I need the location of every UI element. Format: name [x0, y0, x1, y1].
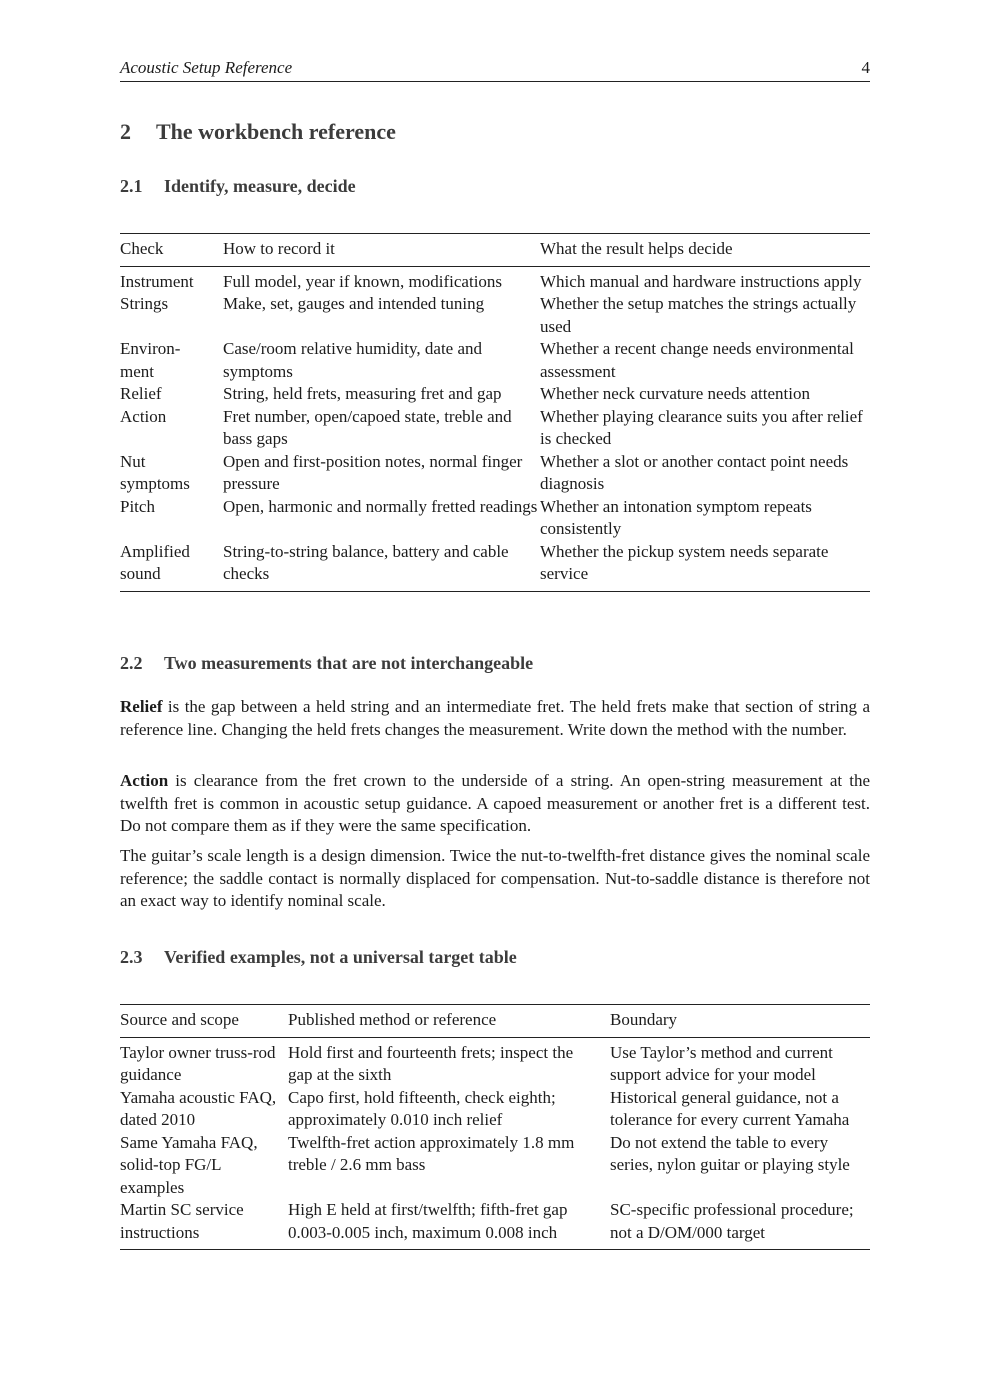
table-header-row [120, 234, 870, 267]
table-cell: SC-specific professional procedure; not a D/OM/000 target [610, 1200, 854, 1242]
subsection-heading-2-1 [120, 176, 356, 197]
table-row [120, 451, 870, 496]
table-cell: Environ- ment [120, 339, 181, 381]
subsection-title: Verified examples, not a universal target table [164, 947, 517, 967]
table-cell: Fret number, open/capoed state, treble and bass gaps [223, 406, 512, 448]
section-title: The workbench reference [156, 119, 396, 144]
table-cell: Make, set, gauges and intended tuning [223, 294, 485, 313]
table-row [120, 1132, 870, 1200]
column-header: Check [120, 234, 223, 267]
paragraph-text: is clearance from the fret crown to the underside of a string. An open-string measurement at the twelfth fret is common in acoustic setup guidance. A capoed measurement or another fret is a different test. Do not compare them as if they were the same specification. [120, 771, 870, 835]
table-cell: Pitch [120, 496, 155, 516]
table-row [120, 541, 870, 592]
table-cell: Strings [120, 294, 169, 313]
table-cell: Twelfth-fret action approximately 1.8 mm treble / 2.6 mm bass [288, 1132, 575, 1174]
table-cell: Taylor owner truss-rod guidance [120, 1042, 276, 1084]
table-cell: High E held at first/twelfth; fifth-fret gap 0.003-0.005 inch, maximum 0.008 inch [288, 1200, 568, 1242]
term-action: Action [120, 771, 169, 790]
paragraph-action [120, 770, 870, 838]
table-row [120, 1087, 870, 1132]
table-cell: String, held frets, measuring fret and gap [223, 384, 502, 403]
running-header [120, 57, 870, 82]
table-cell: Do not extend the table to every series, nylon guitar or playing style [610, 1132, 850, 1174]
column-header: Boundary [610, 1005, 870, 1038]
column-header: Published method or reference [288, 1005, 610, 1038]
table-cell: Historical general guidance, not a tolerance for every current Yamaha [610, 1087, 850, 1129]
paragraph-relief [120, 696, 870, 741]
table-cell: Whether an intonation symptom repeats consistently [540, 496, 812, 538]
table-cell: Open, harmonic and normally fretted readings [223, 496, 538, 516]
table-cell: Same Yamaha FAQ, solid-top FG/L examples [120, 1132, 258, 1197]
table-row [120, 406, 870, 451]
subsection-heading-2-3 [120, 947, 517, 968]
table-cell: Full model, year if known, modifications [223, 271, 503, 291]
table-cell: Martin SC service instructions [120, 1200, 244, 1242]
table-cell: Open and first-position notes, normal finger pressure [223, 451, 523, 493]
table-row [120, 293, 870, 338]
table-cell: Which manual and hardware instructions apply [540, 271, 862, 291]
table-cell: Whether a slot or another contact point needs diagnosis [540, 451, 849, 493]
subsection-number: 2.3 [120, 947, 143, 967]
column-header: Source and scope [120, 1005, 288, 1038]
paragraph-scale-length [120, 845, 870, 913]
table-row [120, 383, 870, 406]
table-row [120, 266, 870, 293]
table-cell: Hold first and fourteenth frets; inspect the gap at the sixth [288, 1042, 574, 1084]
column-header: How to record it [223, 234, 540, 267]
table-cell: Relief [120, 384, 162, 403]
table-cell: String-to-string balance, battery and cable checks [223, 541, 509, 583]
running-title: Acoustic Setup Reference [120, 58, 293, 77]
table-cell: Yamaha acoustic FAQ, dated 2010 [120, 1087, 277, 1129]
section-number: 2 [120, 119, 131, 144]
paragraph-text: The guitar’s scale length is a design dimension. Twice the nut-to-twelfth-fret distance gives the nominal scale reference; the saddle contact is normally displaced for compensation. Nut-to-saddle distance is therefore not an exact way to identify nominal scale. [120, 846, 870, 910]
subsection-title: Two measurements that are not interchangeable [164, 653, 534, 673]
table-cell: Whether neck curvature needs attention [540, 384, 810, 403]
table-cell: Capo first, hold fifteenth, check eighth; approximately 0.010 inch relief [288, 1087, 556, 1129]
subsection-heading-2-2 [120, 653, 533, 674]
table-cell: Amplified sound [120, 541, 190, 583]
page-number: 4 [861, 58, 870, 77]
table-cell: Instrument [120, 271, 194, 291]
table-cell: Whether the setup matches the strings actually used [540, 294, 857, 336]
table-cell: Nut symptoms [120, 451, 190, 493]
table-header-row [120, 1005, 870, 1038]
table-cell: Whether playing clearance suits you after relief is checked [540, 406, 863, 448]
table-row [120, 496, 870, 541]
table-cell: Use Taylor’s method and current support advice for your model [610, 1042, 833, 1084]
subsection-title: Identify, measure, decide [164, 176, 356, 196]
table-cell: Case/room relative humidity, date and symptoms [223, 339, 483, 381]
table-cell: Whether a recent change needs environmental assessment [540, 339, 854, 381]
table-row [120, 338, 870, 383]
term-relief: Relief [120, 697, 163, 716]
verified-examples-table [120, 1004, 870, 1250]
table-row [120, 1037, 870, 1087]
subsection-number: 2.1 [120, 176, 143, 196]
table-cell: Whether the pickup system needs separate service [540, 541, 829, 583]
table-row [120, 1199, 870, 1250]
paragraph-text: is the gap between a held string and an intermediate fret. The held frets make that section of string a reference line. Changing the held frets changes the measurement. Write down the method with the number. [120, 697, 870, 739]
table-cell: Action [120, 406, 167, 426]
workbench-check-table [120, 233, 870, 592]
subsection-number: 2.2 [120, 653, 143, 673]
section-heading [120, 119, 396, 145]
column-header: What the result helps decide [540, 234, 870, 267]
